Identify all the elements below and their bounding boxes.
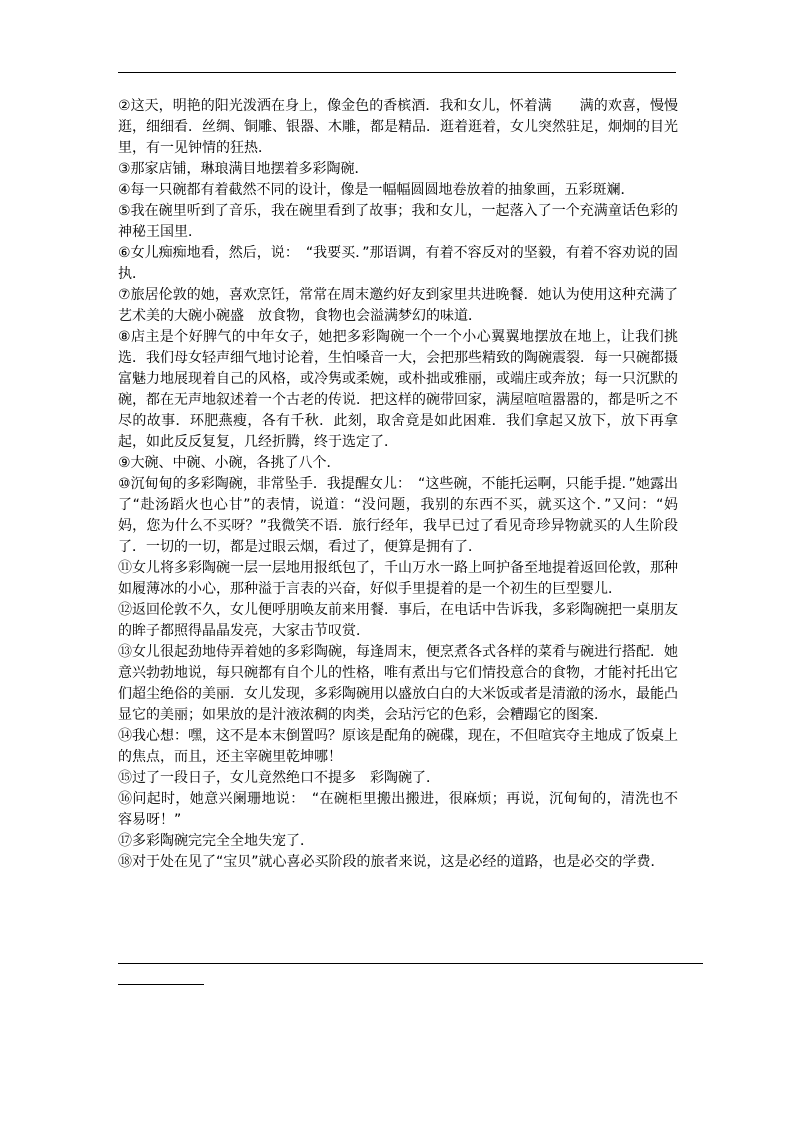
paragraph-3: ③那家店铺，琳琅满目地摆着多彩陶碗． [118,161,369,177]
paragraph-10: ⑩沉甸甸的多彩陶碗，非常坠手．我提醒女儿： “这些碗，不能托运啊，只能手提．”她露出了“赴汤蹈火也心甘”的表情，说道：“没问题，我别的东西不买，就买这个．”又问：“妈妈，您为什么不买呀？”我微笑不语．旅行经年，我早已过了看见奇珍异物就买的人生阶段了．一切的一切，都是过眼云烟，看过了，便算是拥有了． [118,476,678,555]
paragraph-8: ⑧店主是个好脾气的中年女子，她把多彩陶碗一个一个小心翼翼地摆放在地上，让我们挑选．我们母女轻声细气地讨论着，生怕嗓音一大，会把那些精致的陶碗震裂．每一只碗都摄富魅力地展现着自己的风格，或冷隽或柔婉，或朴拙或雅丽，或端庄或奔放；每一只沉默的碗，都在无声地叙述着一个古老的传说．把这样的碗带回家，满屋喧喧嚣嚣的，都是听之不尽的故事．环肥燕瘦，各有千秋．此刻，取舍竟是如此困难．我们拿起又放下，放下再拿起，如此反反复复，几经折腾，终于选定了． [118,329,678,450]
paragraph-2: ②这天，明艳的阳光泼洒在身上，像金色的香槟酒．我和女儿，怀着满 满的欢喜，慢慢逛，细细看．丝绸、铜雕、银器、木雕，都是精品．逛着逛着，女儿突然驻足，炯炯的目光里，有一见钟情的狂热． [118,98,678,156]
underline-rule [118,963,703,964]
paragraph-14: ⑭我心想：嘿，这不是本末倒置吗？原该是配角的碗碟，现在，不但喧宾夺主地成了饭桌上的焦点，而且，还主宰碗里乾坤哪！ [118,728,678,765]
paragraph-15: ⑮过了一段日子，女儿竟然绝口不提多 彩陶碗了． [118,770,440,786]
paragraph-13: ⑬女儿很起劲地侍弄着她的多彩陶碗，每逢周末，便烹煮各式各样的菜肴与碗进行搭配．她意兴勃勃地说，每只碗都有自个儿的性格，唯有煮出与它们情投意合的食物，才能衬托出它们超尘绝俗的美丽．女儿发现，多彩陶碗用以盛放白白的大米饭或者是清澈的汤水，最能凸显它的美丽；如果放的是汁液浓稠的肉类，会玷污它的色彩，会糟蹋它的图案． [118,644,678,723]
underline-rule-end [118,984,204,985]
paragraph-6: ⑥女儿痴痴地看，然后，说： “我要买．”那语调，有着不容反对的坚毅，有着不容劝说的固执． [118,245,678,282]
paragraph-16: ⑯问起时，她意兴阑珊地说： “在碗柜里搬出搬进，很麻烦；再说，沉甸甸的，清洗也不容易呀！” [118,791,678,828]
document-body [118,96,678,873]
paragraph-17: ⑰多彩陶碗完完全全地失宠了． [118,833,314,849]
paragraph-7: ⑦旅居伦敦的她，喜欢烹饪，常常在周末邀约好友到家里共进晚餐．她认为使用这种充满了艺术美的大碗小碗盛 放食物，食物也会溢满梦幻的味道． [118,287,678,324]
paragraph-18: ⑱对于处在见了“宝贝”就心喜必买阶段的旅者来说，这是必经的道路，也是必交的学费． [118,854,665,870]
paragraph-11: ⑪女儿将多彩陶碗一层一层地用报纸包了，千山万水一路上呵护备至地提着返回伦敦，那种如履薄冰的小心，那种溢于言表的兴奋，好似手里提着的是一个初生的巨型婴儿． [118,560,678,597]
paragraph-5: ⑤我在碗里听到了音乐，我在碗里看到了故事；我和女儿，一起落入了一个充满童话色彩的神秘王国里． [118,203,678,240]
header-rule [118,72,676,73]
paragraph-12: ⑫返回伦敦不久，女儿便呼朋唤友前来用餐．事后，在电话中告诉我，多彩陶碗把一桌朋友的眸子都照得晶晶发亮，大家击节叹赏． [118,602,678,639]
paragraph-9: ⑨大碗、中碗、小碗，各挑了八个． [118,455,341,471]
paragraph-4: ④每一只碗都有着截然不同的设计，像是一幅幅圆圆地卷放着的抽象画，五彩斑斓． [118,182,635,198]
